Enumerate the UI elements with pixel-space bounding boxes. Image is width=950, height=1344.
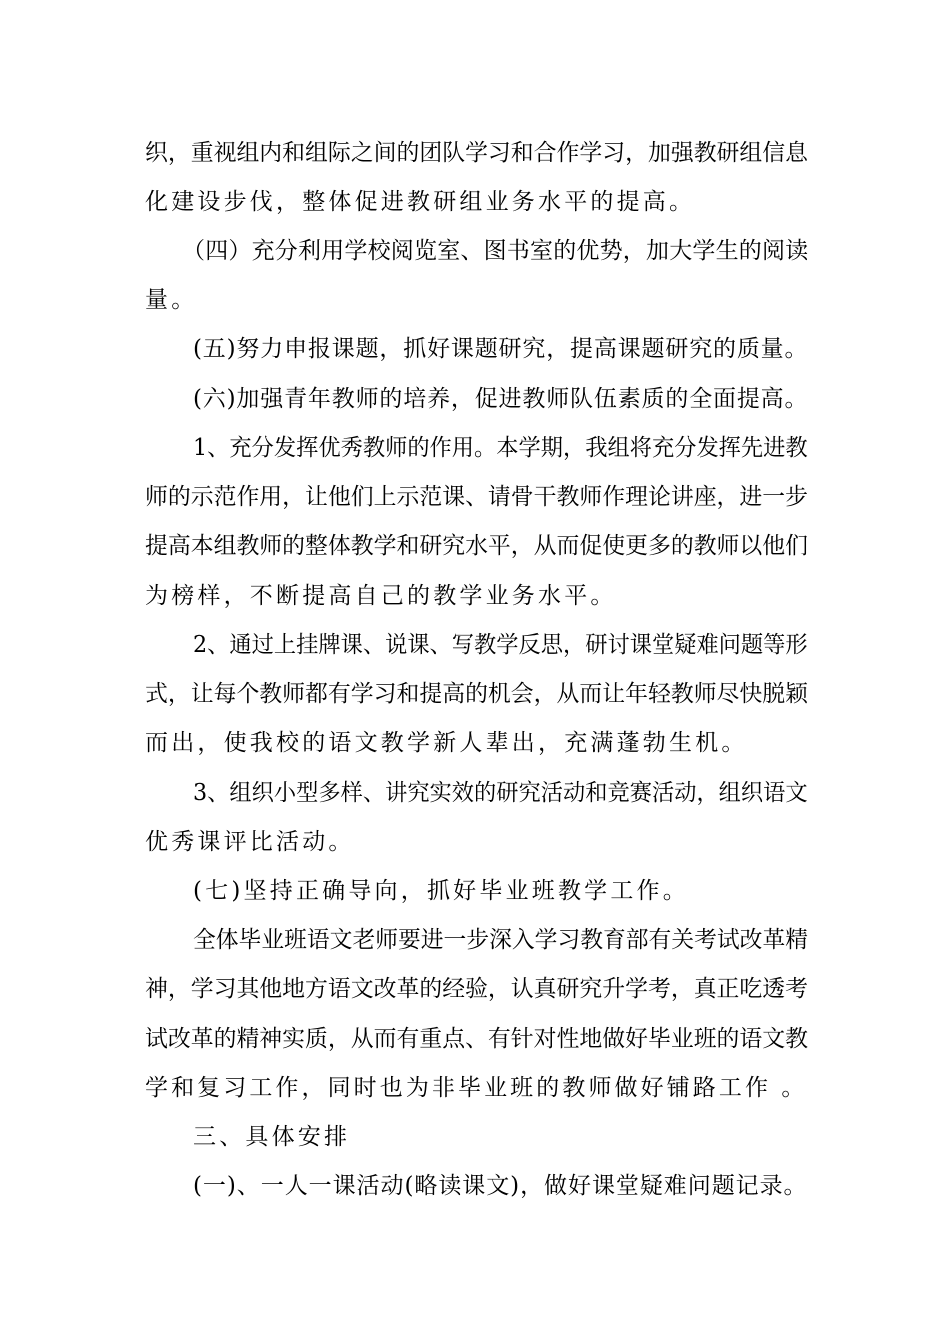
text-line: 优秀课评比活动。 bbox=[145, 829, 355, 855]
text-line: 而出，使我校的语文教学新人辈出，充满蓬勃生机。 bbox=[145, 730, 748, 756]
text-line: (七)坚持正确导向，抓好毕业班教学工作。 bbox=[193, 878, 689, 904]
text-line: （四）充分利用学校阅览室、图书室的优势，加大学生的阅读 bbox=[182, 238, 809, 264]
text-line: 提高本组教师的整体教学和研究水平，从而促使更多的教师以他们 bbox=[145, 533, 808, 559]
section-heading: 三、具体安排 bbox=[193, 1124, 351, 1150]
text-line: 学和复习工作，同时也为非毕业班的教师做好铺路工作 。 bbox=[145, 1075, 808, 1101]
text-line: 化建设步伐，整体促进教研组业务水平的提高。 bbox=[145, 189, 696, 215]
text-line: 量。 bbox=[145, 287, 198, 313]
text-line: 2、通过上挂牌课、说课、写教学反思，研讨课堂疑难问题等形 bbox=[193, 632, 808, 658]
text-line: 1、充分发挥优秀教师的作用。本学期，我组将充分发挥先进教 bbox=[193, 435, 808, 461]
text-line: 神，学习其他地方语文改革的经验，认真研究升学考，真正吃透考 bbox=[145, 976, 808, 1002]
text-line: 为榜样，不断提高自己的教学业务水平。 bbox=[145, 583, 617, 609]
text-line: 织，重视组内和组际之间的团队学习和合作学习，加强教研组信息 bbox=[145, 140, 808, 166]
text-line: 式，让每个教师都有学习和提高的机会，从而让年轻教师尽快脱颖 bbox=[145, 681, 808, 707]
text-line: 师的示范作用，让他们上示范课、请骨干教师作理论讲座，进一步 bbox=[145, 484, 808, 510]
text-line: 全体毕业班语文老师要进一步深入学习教育部有关考试改革精 bbox=[193, 927, 808, 953]
text-line: (五)努力申报课题，抓好课题研究，提高课题研究的质量。 bbox=[193, 336, 809, 362]
text-line: 3、组织小型多样、讲究实效的研究活动和竞赛活动，组织语文 bbox=[193, 780, 808, 806]
text-line: (一)、一人一课活动(略读课文)，做好课堂疑难问题记录。 bbox=[193, 1173, 808, 1199]
text-line: (六)加强青年教师的培养，促进教师队伍素质的全面提高。 bbox=[193, 386, 809, 412]
text-line: 试改革的精神实质，从而有重点、有针对性地做好毕业班的语文教 bbox=[145, 1026, 808, 1052]
